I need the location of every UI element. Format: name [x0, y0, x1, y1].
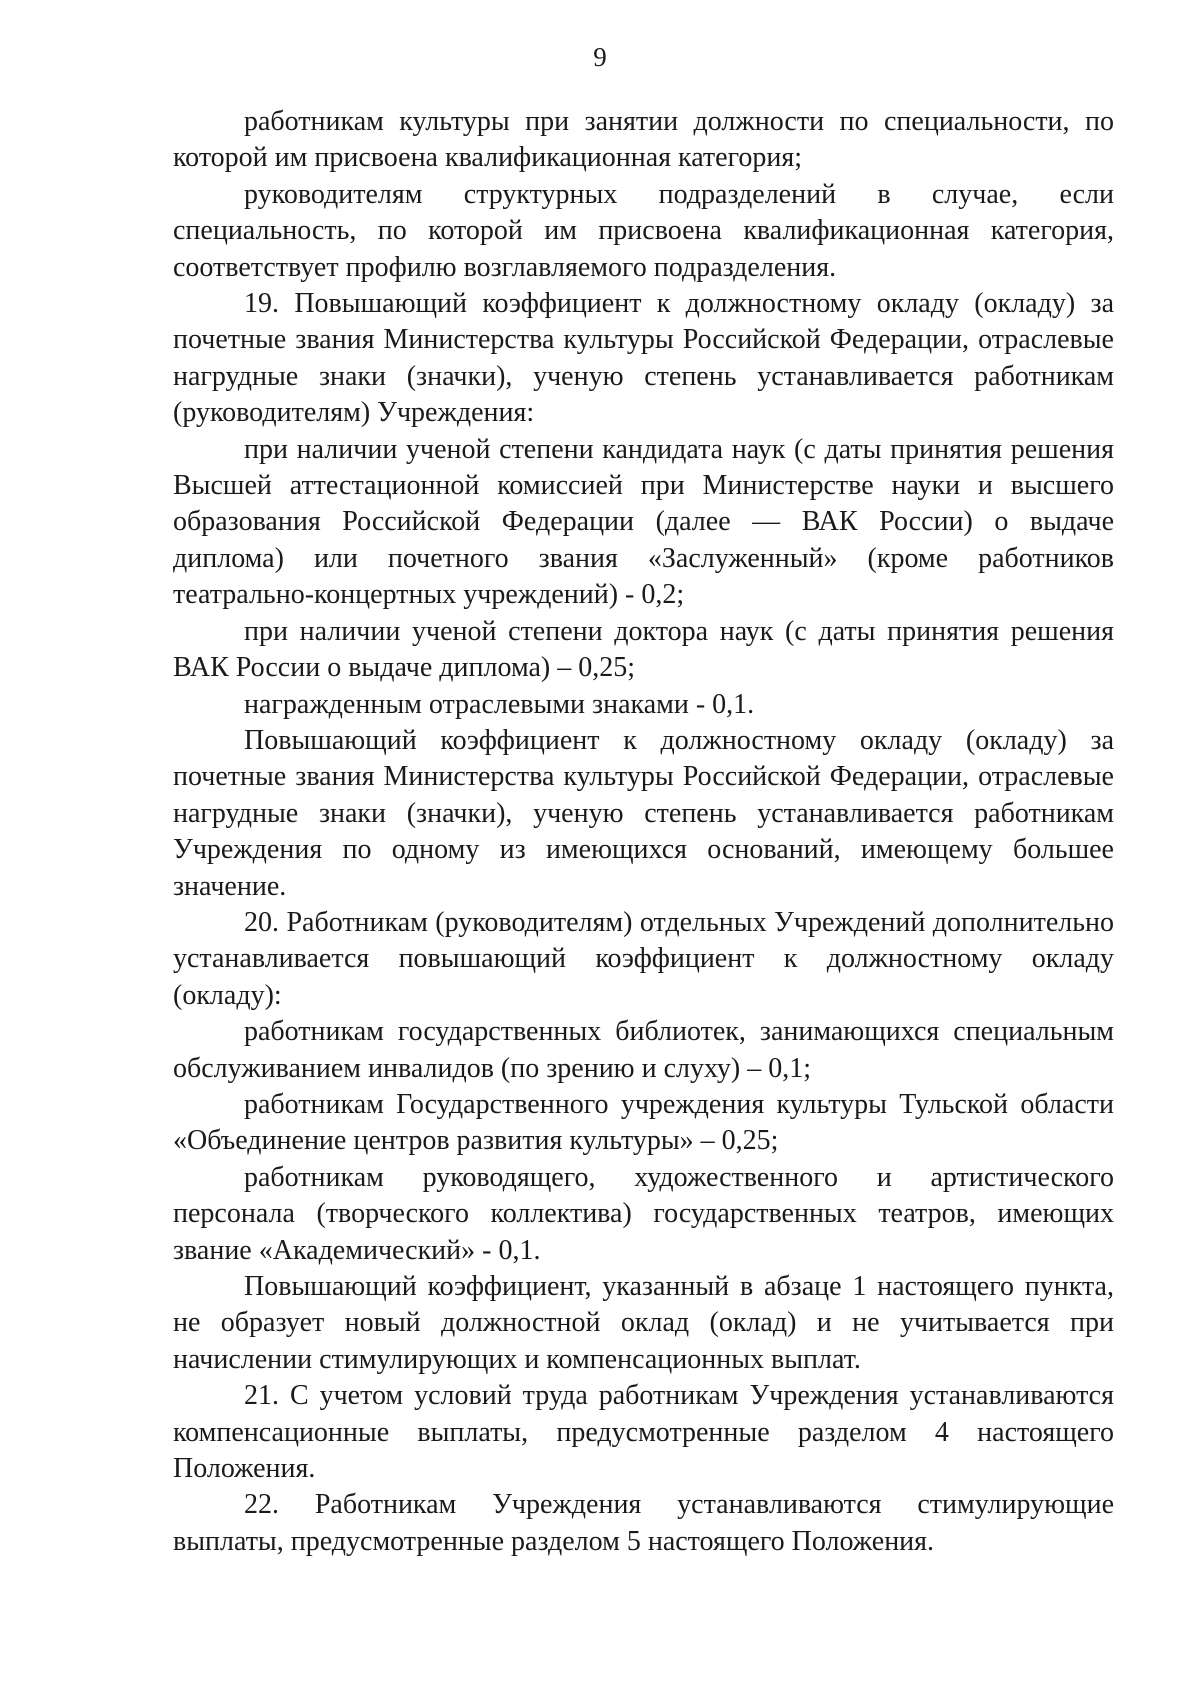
paragraph-item-20: 20. Работникам (руководителям) отдельных Учреждений дополнительно устанавливается повышающий коэффициент к должностному окладу (окладу):: [173, 906, 1114, 1011]
paragraph-item-22: 22. Работникам Учреждения устанавливаются стимулирующие выплаты, предусмотренные разделом 5 настоящего Положения.: [173, 1489, 1114, 1557]
paragraph-candidate-degree: при наличии ученой степени кандидата наук (с даты принятия решения Высшей аттестационной комиссией при Министерстве науки и высшего образования Российской Федерации (далее — ВАК России) о выдаче диплома) или почетного звания «Заслуженный» (кроме работников театрально-концертных учреждений) - 0,2;: [173, 433, 1114, 611]
paragraph-single-basis: Повышающий коэффициент к должностному окладу (окладу) за почетные звания Министерства культуры Российской Федерации, отраслевые нагрудные знаки (значки), ученую степень устанавливается работникам Учреждения по одному из имеющихся оснований, имеющему большее значение.: [173, 724, 1114, 902]
document-body: [173, 104, 1114, 1560]
paragraph-industry-awards: награжденным отраслевыми знаками - 0,1.: [244, 688, 755, 720]
paragraph-doctor-degree: при наличии ученой степени доктора наук (с даты принятия решения ВАК России о выдаче диплома) – 0,25;: [173, 615, 1114, 684]
paragraph-item-21: 21. С учетом условий труда работникам Учреждения устанавливаются компенсационные выплаты, предусмотренные разделом 4 настоящего Положения.: [173, 1380, 1114, 1485]
page-number: 9: [593, 42, 607, 72]
paragraph-academic-theatres: работникам руководящего, художественного и артистического персонала (творческого коллектива) государственных театров, имеющих звание «Академический» - 0,1.: [173, 1161, 1114, 1266]
paragraph-coefficient-note: Повышающий коэффициент, указанный в абзаце 1 настоящего пункта, не образует новый должностной оклад (оклад) и не учитывается при начислении стимулирующих и компенсационных выплат.: [173, 1271, 1114, 1375]
paragraph-culture-centers: работникам Государственного учреждения культуры Тульской области «Объединение центров развития культуры» – 0,25;: [173, 1088, 1114, 1157]
paragraph-unit-heads: руководителям структурных подразделений в случае, если специальность, по которой им присвоена квалификационная категория, соответствует профилю возглавляемого подразделения.: [173, 178, 1114, 283]
paragraph-libraries: работникам государственных библиотек, занимающихся специальным обслуживанием инвалидов (по зрению и слуху) – 0,1;: [173, 1016, 1114, 1084]
paragraph-item-19: 19. Повышающий коэффициент к должностному окладу (окладу) за почетные звания Министерства культуры Российской Федерации, отраслевые нагрудные знаки (значки), ученую степень устанавливается работникам (руководителям) Учреждения:: [173, 288, 1114, 429]
paragraph-culture-workers: работникам культуры при занятии должности по специальности, по которой им присвоена квалификационная категория;: [173, 106, 1114, 174]
